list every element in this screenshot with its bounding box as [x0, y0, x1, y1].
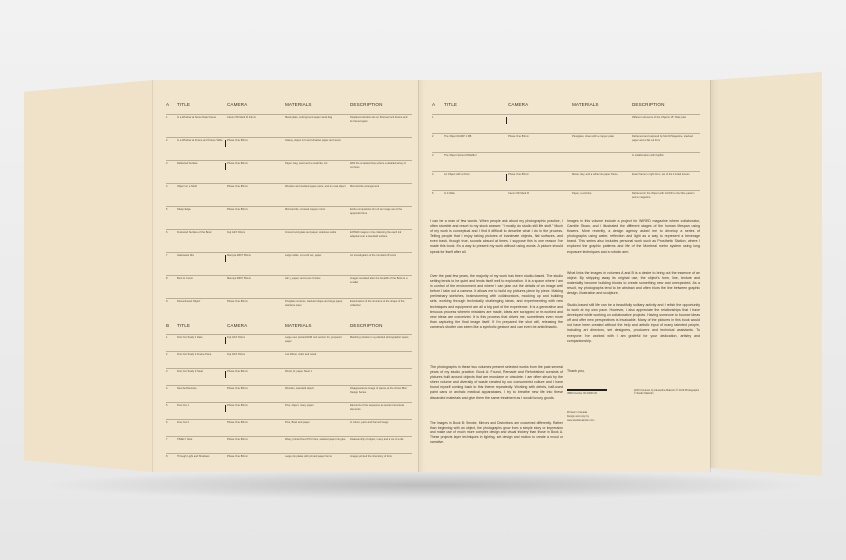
row-camera: Phase One 80mm	[227, 455, 248, 458]
essay-paragraph-7: Studio-based still life can be a beautifully solitary activity and I relish the opportunity to work at my own pace. However, I also appreciate the relationships that I have developed while working on collaborative projects. Having someone to bounce ideas off and offer new perspectives is invaluable. Many of the pictures in this book would not have been created without the help and artistic input of many talented people, including art directors, set designers, producers and technical assistants. To everyone I've worked with I am grateful for your dedication, artistry and companionship.	[567, 303, 700, 343]
row-description: Images rescaled after the breadth of the Bowl to a smaller	[350, 277, 408, 284]
header-title: TITLE	[444, 102, 458, 107]
row-title: New Architecture	[177, 387, 197, 390]
header-title: TITLE	[177, 323, 191, 328]
row-materials: Large new printed RGB unit version for, prepared paper	[285, 336, 342, 343]
table-row-divider	[166, 453, 412, 454]
row-camera: Fuji GFX 63mm	[227, 336, 246, 339]
row-materials: Large cable, cut cord set, paper	[285, 254, 322, 257]
row-camera: Phase One 80mm	[227, 404, 248, 407]
table-row-divider	[166, 298, 412, 299]
left-flap-page	[24, 80, 152, 472]
table-row-divider	[166, 368, 412, 369]
row-description: Displaced window sits on fictional rock Frame and its framed gaze	[350, 116, 408, 123]
row-materials: Large ink plates with printed paper forms	[285, 455, 332, 458]
header-materials: MATERIALS	[285, 102, 312, 107]
row-title: Sharp Edge	[177, 208, 191, 211]
essay-paragraph-3: The photographs in these two volumes present selected works from the past several years of my studio practice. Book A: Found, Remade and Refurbished consists of pictures built around objects that are mundane or obsolete. I am often struck by the sheer volume and diversity of waste created by our consumerist culture and I have found myself coming back to this theme repeatedly. Working with debris, half-used paint cans or archaic medical apparatuses, I try to breathe new life into these discarded materials and give them the same treatment as I would luxury goods.	[430, 365, 563, 400]
table-row-divider	[432, 171, 700, 172]
row-camera: Canon 5D Mark III	[508, 192, 530, 195]
table-row-divider	[166, 402, 412, 403]
row-number: 7	[166, 438, 168, 441]
row-title: Fractured Surface of the Bowl	[177, 231, 212, 234]
table-row-divider	[166, 436, 412, 437]
row-title: The Object Series FRAME 2	[444, 154, 477, 157]
table-row-divider	[432, 114, 700, 115]
row-title: Reflected Surface	[177, 162, 198, 165]
table-row-divider	[432, 152, 700, 153]
row-description: ENTER images in the collecting the each ink adapted over a standard surface	[350, 231, 402, 238]
row-title: Object on a Shelf	[177, 185, 197, 188]
header-materials: MATERIALS	[285, 323, 312, 328]
row-number: 4	[166, 185, 168, 188]
row-description: Elements of the sequence as ancient structural elements	[350, 404, 404, 411]
row-title: First Cut Study 1 Date	[177, 336, 203, 339]
row-materials: Metal plate, solid ground paper sand-bag	[285, 116, 333, 119]
table-row-divider	[166, 160, 412, 161]
header-camera: CAMERA	[508, 102, 529, 107]
row-title: Glassware Mix	[177, 254, 195, 257]
row-materials: Glassy, object in lit and shadow paper and wood	[285, 139, 341, 142]
row-number: 1	[166, 116, 168, 119]
row-materials: Mirrored tile, crossed copper mirror	[285, 208, 326, 211]
row-title: Discontinued Object	[177, 300, 201, 303]
table-row-divider	[166, 252, 412, 253]
row-description: Matching rotation in a polished photographic space	[350, 336, 409, 339]
row-title: First Cut Study 2 Frame Pane	[177, 353, 212, 356]
row-title: First Cut Study 3 Steel	[177, 370, 203, 373]
highlight-marker	[225, 371, 226, 378]
col-letter-a: A	[432, 102, 436, 107]
essay-paragraph-6: What links the images in volumes A and B is a desire to bring out the essence of an object. By stripping away its original use, the object's form, line, texture and materiality become building blocks to create something new and unexpected. As a result, my photographs tend to be abstract and often blurs the line between graphic design, illustration and sculpture.	[567, 271, 700, 296]
table-row-divider	[166, 275, 412, 276]
table-row-divider	[166, 419, 412, 420]
row-number: 4	[166, 387, 168, 390]
table-row-divider	[166, 229, 412, 230]
row-number: 3	[166, 370, 168, 373]
row-camera: Phase One 80mm	[227, 162, 248, 165]
row-materials: Plexiglass, sheet with a copper plate	[572, 135, 614, 138]
table-row-divider	[166, 334, 412, 335]
row-number: 5	[432, 192, 434, 195]
row-title: In a Window at Frame and Frame Table	[177, 139, 223, 142]
header-title: TITLE	[177, 102, 191, 107]
row-materials: Paper, bag, sand and a small tile, ink	[285, 162, 328, 165]
row-title: Fine Cut 1	[177, 404, 189, 407]
highlight-marker	[225, 140, 226, 147]
row-camera: Fuji GFX 63mm	[227, 231, 246, 234]
row-materials: Hin y, paper, and a set of wires	[285, 277, 321, 280]
row-camera: Phase One 80mm	[227, 421, 248, 424]
essay-paragraph-2: Over the past few years, the majority of my work has been studio-based. The studio setting tends to be quiet and lends itself well to exploration. It is a space where I am in control of the environment and where I can plan out the details of an image well before I take out a camera. It allows me to build my pictures piece by piece. Making preliminary sketches, brainstorming with collaborators, mocking up and building sets, working through technically challenging ideas, and experimenting with new techniques and equipment are all a big part of the experience. It is a generative and tenuous process wherein mistakes are made, ideas are scrapped or re-worked and new ideas are conceived. It is this process that drives me, sometimes even more than capturing the final image itself. If I'm prepared the shot will, releasing the camera's shutter can seem like a symbolic gesture and can even be anticlimactic.	[430, 274, 563, 329]
row-camera: Mamiya RZ67 65mm	[227, 254, 252, 257]
row-description: Reframed in the Object with GOOD to the fibre pattern and a magazine	[632, 192, 695, 199]
row-title: Fine Cut 2	[177, 421, 189, 424]
row-title: In A Slide	[444, 192, 455, 195]
fold-line-center	[418, 80, 419, 472]
book-shadow	[40, 470, 810, 500]
essay-paragraph-4: The images in Book B: Smoke, Mirrors and Distortions are conceived differently. Rather than beginning with an object, the photographs grow from a simple story or impression and make use of much more complex design and visual trickery than those in Book A. These projects layer techniques in lighting, set design and motion to create a mood or narrative.	[430, 421, 563, 444]
row-number: 1	[166, 336, 168, 339]
highlight-marker	[506, 117, 507, 124]
col-letter-a: A	[166, 102, 170, 107]
footer-isbn: ISBN Number 00 00000 00	[567, 392, 598, 395]
header-materials: MATERIALS	[572, 102, 599, 107]
row-description: Examination of the structure of the shape of the collection	[350, 300, 405, 307]
table-row-divider	[166, 385, 412, 386]
footer-website: www.studiomalcolm.com	[567, 419, 595, 422]
signoff: Thank you,	[567, 369, 585, 373]
row-description: Disassembly of object, many and a cut of a tile	[350, 438, 404, 441]
row-camera: Phase One 80mm	[227, 185, 248, 188]
row-number: 1	[432, 116, 434, 119]
highlight-marker	[225, 405, 226, 412]
row-number: 2	[166, 139, 168, 142]
fold-line-left	[152, 80, 153, 472]
row-title: Through Light and Shadows	[177, 455, 210, 458]
row-camera: Phase One 80mm	[227, 387, 248, 390]
row-description: With the scrawled lines where a detailed array of cut lines	[350, 162, 406, 169]
row-number: 2	[166, 353, 168, 356]
row-description: Entire composition trim of an image set of the appended time	[350, 208, 403, 215]
row-number: 5	[166, 208, 168, 211]
footer-rule	[567, 389, 607, 391]
row-title: Bent to Curve	[177, 277, 193, 280]
row-number: 3	[166, 162, 168, 165]
row-materials: Pine, object, many paper	[285, 404, 314, 407]
row-number: 4	[432, 173, 434, 176]
row-title: TIMELY Note	[177, 438, 193, 441]
row-camera: Mamiya RZ67 65mm	[227, 277, 252, 280]
highlight-marker	[225, 255, 226, 262]
table-row-divider	[166, 351, 412, 352]
fold-line-right	[710, 80, 711, 472]
row-description: Disappearance image of pieces at the Ghost Bloc Design Series	[350, 387, 407, 394]
row-number: 6	[166, 421, 168, 424]
row-camera: Phase One 80mm	[227, 370, 248, 373]
table-row-divider	[166, 206, 412, 207]
row-title: An Object with a Point	[444, 173, 470, 176]
row-camera: Phase One 80mm	[227, 208, 248, 211]
header-description: DESCRIPTION	[350, 102, 383, 107]
row-number: 8	[166, 277, 168, 280]
row-title: In a Window at Some Date Frame	[177, 116, 217, 119]
row-number: 2	[432, 135, 434, 138]
row-materials: Metal, clay, and a white ink paper frame	[572, 173, 618, 176]
row-materials: Wood, lit, paper Steel 1	[285, 370, 312, 373]
row-materials: Ground and glass and paper, stainless cable	[285, 231, 337, 234]
essay-paragraph-5: Images in this volume include a project for WIRED magazine where collaborator, Camille Stoan, and I illustrated the different stages of the human lifespan using flowers. More recently, a design agency asked me to develop a series of photographs using water, reflection and light as a way to represent a beverage brand. This series also includes personal work such as Prosthetic Station, where I explored the graphic patterns and life of the Montreal metro system using long exposure techniques and a robotic arm.	[567, 219, 700, 254]
header-description: DESCRIPTION	[350, 323, 383, 328]
row-description: Images printed the chemistry of form	[350, 455, 393, 458]
row-description: Reframed and captured by Merrill Magazine, stacked paper and a flat cut form	[632, 135, 693, 142]
table-row-divider	[432, 133, 700, 134]
footer-printed: Printed in Canada	[567, 411, 588, 414]
row-camera: Phase One 80mm	[227, 300, 248, 303]
row-materials: Wooden and stacked paper parts, and an oval object	[285, 185, 346, 188]
row-camera: Phase One 80mm	[508, 173, 529, 176]
row-description: In collaboration with Fujifilm	[632, 154, 664, 157]
row-number: 3	[432, 154, 434, 157]
row-materials: Wooden, standard object	[285, 387, 314, 390]
essay-paragraph-1: I can be a man of few words. When people ask about my photographic practice, I often stumble and resort to my stock answer: "I mostly do studio still life stuff." Much of my work is conceptual and I find it difficult to describe what I do in the process. Telling people that I enjoy taking pictures of inanimate objects, flat surfaces, and even trash, though true, sounds absurd at times. I suppose this is one reason I've made this book. It's a way to present my work without using words. A picture should speak for itself after all.	[430, 219, 563, 254]
highlight-marker	[225, 163, 226, 170]
col-letter-b: B	[166, 323, 170, 328]
table-row-divider	[166, 183, 412, 184]
row-materials: Paper, a and line	[572, 192, 592, 195]
footer-design: Design and copy by	[567, 415, 589, 418]
row-description: In colour, pairs and framed image	[350, 421, 389, 424]
row-camera: Phase One 80mm	[227, 139, 248, 142]
row-number: 7	[166, 254, 168, 257]
row-materials: Waxy, printed four-PVC lines, stacked paper ink glue	[285, 438, 346, 441]
row-materials: Pine, Bowl and paper	[285, 421, 310, 424]
right-flap-page	[710, 72, 822, 476]
row-camera: Phase One 80mm	[227, 438, 248, 441]
header-description: DESCRIPTION	[632, 102, 665, 107]
highlight-marker	[506, 174, 507, 181]
header-camera: CAMERA	[227, 323, 248, 328]
table-row-divider	[166, 137, 412, 138]
row-description: Mirrored tile arrangement	[350, 185, 380, 188]
row-camera: Canon 5D Mark III 24mm	[227, 116, 256, 119]
header-camera: CAMERA	[227, 102, 248, 107]
row-description: Exact frame in right form, set of the it inlaid stones	[632, 173, 690, 176]
row-description: Different elements of the Objects 16° Rate plan	[632, 116, 687, 119]
row-number: 8	[166, 455, 168, 458]
row-camera: Fuji GFX 63mm	[227, 353, 246, 356]
row-number: 9	[166, 300, 168, 303]
row-description: An investigation of the rounded off coins	[350, 254, 397, 257]
row-materials: Pin/glass ceramic, stacked shape and large paper, stainless steel	[285, 300, 343, 307]
row-number: 5	[166, 404, 168, 407]
row-materials: Cut ribbon, drain and wood	[285, 353, 317, 356]
table-row-divider	[432, 190, 700, 191]
highlight-marker	[225, 337, 226, 344]
footer-credits: 2019 Contents by Alexandra Malcolm © 2019 Photographs © Studio Malcolm	[634, 389, 700, 396]
table-row-divider	[166, 114, 412, 115]
row-number: 6	[166, 231, 168, 234]
row-title: The Object RAMP 1 RB	[444, 135, 472, 138]
row-camera: Phase One 80mm	[508, 135, 529, 138]
